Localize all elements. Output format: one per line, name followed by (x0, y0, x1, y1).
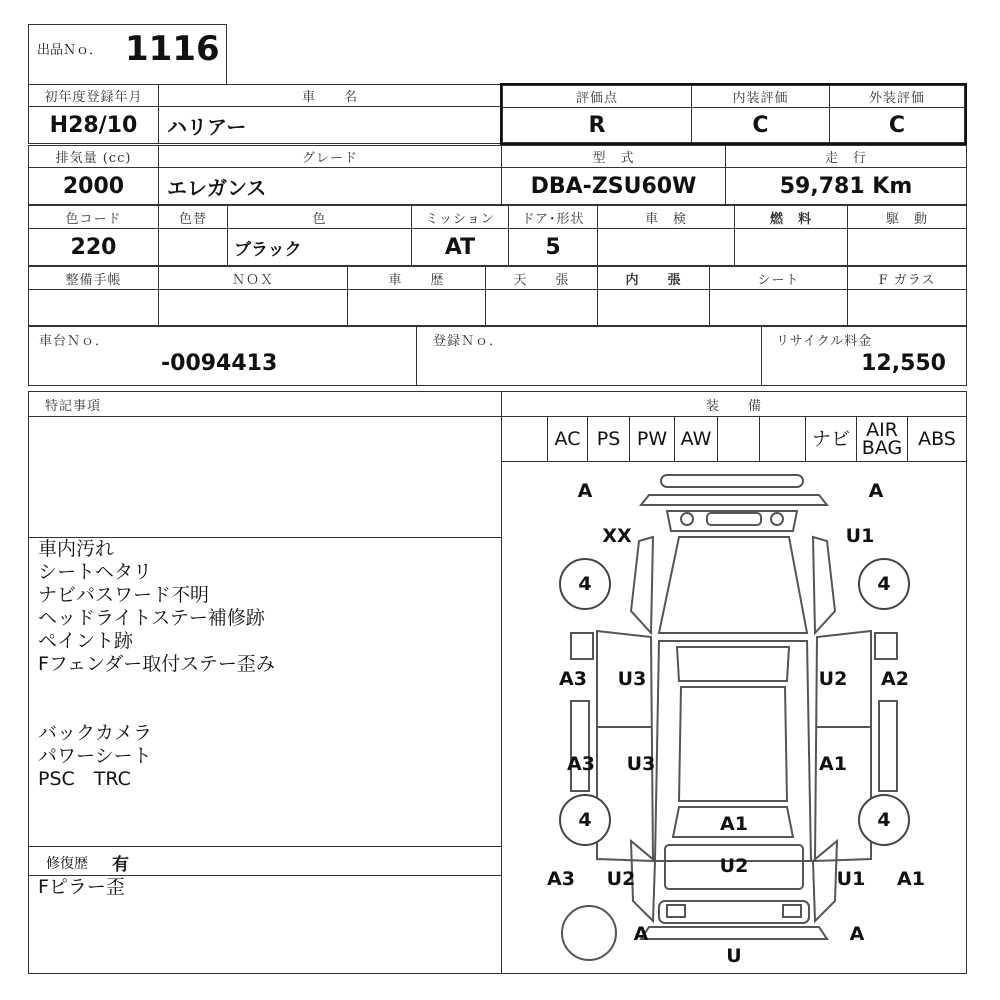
mark-rear-right-corner: A (849, 923, 865, 945)
seat-label: シート (709, 266, 848, 290)
mark-rear-left-corner: A (633, 923, 649, 945)
car-name-label: 車 名 (158, 84, 502, 107)
mark-front-right-fender: U1 (845, 525, 875, 547)
equipment-navi: ナビ (805, 416, 857, 462)
color-code-value: 220 (28, 228, 159, 266)
equipment-ps: PS (587, 416, 630, 462)
history-label: 車 歴 (347, 266, 486, 290)
registration-box (416, 326, 762, 386)
model-label: 型 式 (501, 145, 726, 168)
roof-label: 天 張 (485, 266, 598, 290)
recycle-label: リサイクル料金 (776, 334, 873, 349)
chassis-value: -0094413 (161, 351, 278, 376)
emblem-right (771, 513, 783, 525)
displacement-label: 排気量 (cc) (28, 145, 159, 168)
right-rear-quarter-outline (813, 841, 837, 921)
interior-score-value: C (691, 107, 830, 143)
chassis-box (28, 326, 417, 386)
mark-left-front-door: U3 (617, 668, 647, 690)
grade-label: グレード (158, 145, 502, 168)
interior-score-label: 内装評価 (691, 85, 830, 108)
notes-label: 特記事項 (28, 391, 502, 417)
equipment-aw: AW (674, 416, 718, 462)
maintenance-label: 整備手帳 (28, 266, 159, 290)
year-label: 初年度登録年月 (28, 84, 159, 107)
color-value: ブラック (227, 228, 412, 266)
nox-label: ＮＯＸ (158, 266, 348, 290)
emblem-center (707, 513, 761, 525)
mark-front-right-corner: A (868, 480, 884, 502)
mark-rear-right-quarter-outer: A1 (897, 868, 925, 890)
chassis-label: 車台Ｎｏ． (39, 334, 110, 349)
note-line: ナビパスワード不明 (38, 584, 210, 606)
front-left-tire: 4 (559, 558, 611, 610)
drive-value (847, 228, 967, 266)
repair-history-label: 修復歴 (46, 856, 88, 872)
note-line: ヘッドライトステー補修跡 (38, 607, 265, 629)
mark-front-left-fender: XX (602, 525, 632, 547)
notes-list (38, 538, 275, 791)
note-line: Fフェンダー取付ステー歪み (38, 653, 275, 675)
mark-right-front-door-outer: A2 (881, 668, 909, 690)
inspection-label: 車 検 (597, 205, 735, 229)
equipment-abs: ABS (907, 416, 967, 462)
lot-number: 1116 (125, 29, 220, 69)
recycle-box (761, 326, 967, 386)
repair-history-value: 有 (112, 855, 129, 875)
fglass-value (847, 289, 967, 326)
mark-left-front-door-outer: A3 (559, 668, 587, 690)
interior-trim-value (597, 289, 710, 326)
note-line: バックカメラ (38, 722, 153, 744)
repair-divider-top (28, 846, 502, 847)
right-sill-outline (879, 701, 897, 791)
displacement-value: 2000 (28, 167, 159, 205)
car-outline-diagram (501, 461, 967, 974)
color-change-label: 色替 (158, 205, 228, 229)
mark-right-rear-door: A1 (819, 753, 847, 775)
mark-left-rear-door: U3 (626, 753, 656, 775)
mission-label: ミッション (411, 205, 509, 229)
left-front-fender-outline (631, 537, 653, 633)
score-label: 評価点 (502, 85, 692, 108)
mark-front-left-corner: A (577, 480, 593, 502)
drive-label: 駆 動 (847, 205, 967, 229)
equipment-label: 装 備 (501, 391, 967, 417)
rear-lamp-right (783, 905, 801, 917)
front-bumper-lower (641, 495, 827, 505)
roof-panel-outline (679, 687, 787, 801)
note-line: PSC TRC (38, 768, 131, 790)
history-value (347, 289, 486, 326)
emblem-left (681, 513, 693, 525)
seat-value (709, 289, 848, 326)
lot-number-label: 出品Ｎｏ． (37, 43, 103, 58)
mileage-value: 59,781 Km (725, 167, 967, 205)
score-value: R (502, 107, 692, 143)
mark-back-door: U2 (719, 855, 749, 877)
maintenance-value (28, 289, 159, 326)
year-value: H28/10 (28, 106, 159, 144)
windshield-outline (677, 647, 789, 681)
equipment-slot (501, 416, 548, 462)
lot-number-box (28, 24, 227, 85)
mark-rear-left-quarter: U2 (606, 868, 636, 890)
equipment-ac: AC (547, 416, 588, 462)
rear-lamp-left (667, 905, 685, 917)
right-front-fender-outline (813, 537, 835, 633)
equipment-pw: PW (629, 416, 675, 462)
exterior-score-value: C (829, 107, 965, 143)
equipment-airbag: AIR BAG (856, 416, 908, 462)
rear-bumper-lower (641, 927, 827, 939)
door-label: ドア･形状 (508, 205, 598, 229)
note-line: ペイント跡 (38, 630, 134, 652)
fuel-value (734, 228, 848, 266)
mark-rear-left-quarter-outer: A3 (547, 868, 575, 890)
color-label: 色 (227, 205, 412, 229)
front-right-tire: 4 (858, 558, 910, 610)
mission-value: AT (411, 228, 509, 266)
color-code-label: 色コード (28, 205, 159, 229)
mark-rear-bumper: U (726, 945, 742, 967)
hood-outline (659, 537, 807, 633)
inspection-value (597, 228, 735, 266)
interior-trim-label: 内 張 (597, 266, 710, 290)
grade-value: エレガンス (158, 167, 502, 205)
right-mirror-outline (875, 633, 897, 659)
mark-roof-rear: A1 (720, 813, 748, 835)
model-value: DBA-ZSU60W (501, 167, 726, 205)
left-sill-outline (571, 701, 589, 791)
fglass-label: F ガラス (847, 266, 967, 290)
mark-left-rear-door-outer: A3 (567, 753, 595, 775)
mileage-label: 走 行 (725, 145, 967, 168)
recycle-value: 12,550 (861, 351, 946, 376)
color-change-value (158, 228, 228, 266)
equipment-slot (717, 416, 760, 462)
rear-left-tire: 4 (559, 794, 611, 846)
nox-value (158, 289, 348, 326)
registration-label: 登録Ｎｏ． (433, 334, 504, 349)
rear-right-tire: 4 (858, 794, 910, 846)
note-line: シートヘタリ (38, 561, 153, 583)
spare-tire-outline (562, 906, 616, 960)
note-line (38, 699, 275, 722)
left-mirror-outline (571, 633, 593, 659)
mark-rear-right-quarter: U1 (836, 868, 866, 890)
fuel-label: 燃 料 (734, 205, 848, 229)
note-line: 車内汚れ (38, 538, 115, 560)
door-value: 5 (508, 228, 598, 266)
repair-note: Fピラー歪 (38, 876, 125, 898)
note-line (38, 676, 275, 699)
exterior-score-label: 外装評価 (829, 85, 965, 108)
equipment-slot (759, 416, 806, 462)
front-bumper-outline (661, 475, 803, 487)
mark-right-front-door: U2 (818, 668, 848, 690)
car-name-value: ハリアー (158, 106, 502, 144)
note-line: パワーシート (38, 745, 152, 767)
roof-value (485, 289, 598, 326)
